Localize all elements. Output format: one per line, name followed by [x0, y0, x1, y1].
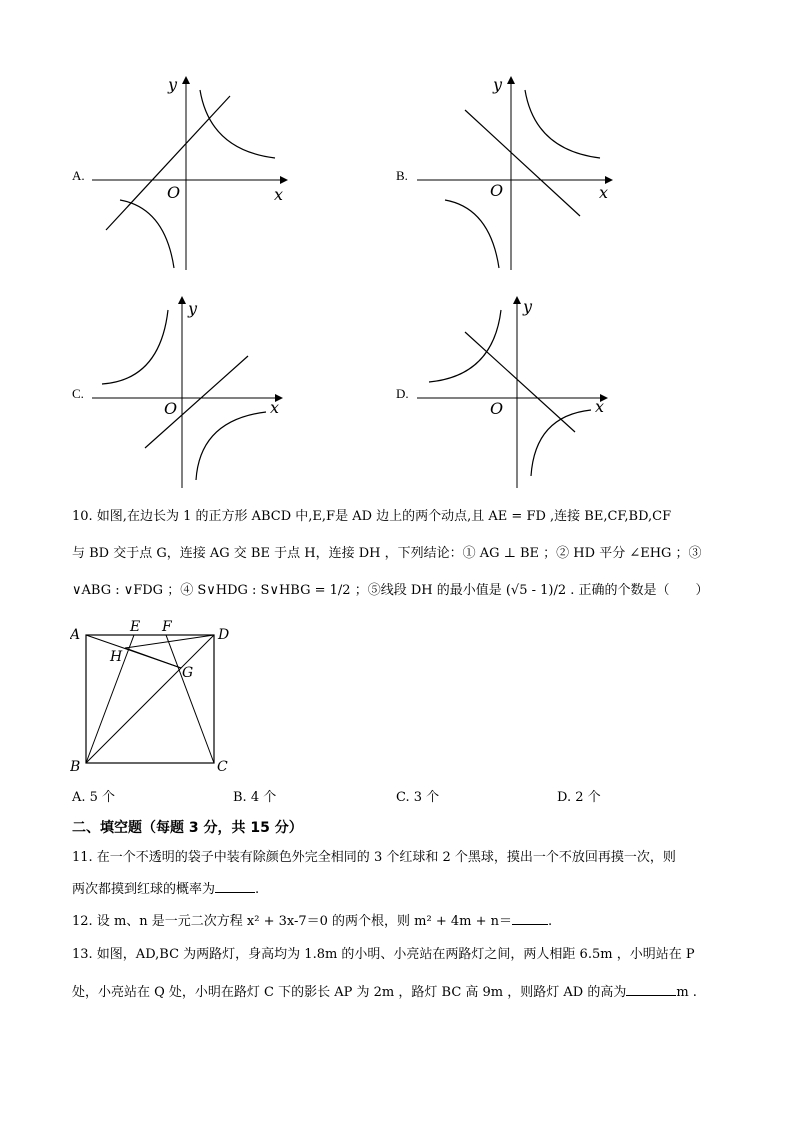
point-g-label: G — [182, 665, 194, 681]
q10-line-2: 与 BD 交于点 G，连接 AG 交 BE 于点 H，连接 DH ，下列结论：① AG ⊥ BE ；② HD 平分 ∠EHG ；③ — [72, 546, 702, 561]
square-figure — [70, 615, 240, 780]
x-axis-label: x — [270, 398, 280, 417]
section-title: 二、填空题（每题 3 分，共 15 分） — [72, 820, 303, 836]
q11-line-1: 11. 在一个不透明的袋子中装有除颜色外完全相同的 3 个红球和 2 个黑球，摸出一个不放回再摸一次，则 — [72, 850, 676, 865]
origin-label: O — [490, 399, 504, 418]
point-a-label: A — [70, 627, 81, 643]
point-b-label: B — [70, 759, 81, 775]
q10-line-3: ∨ABG : ∨FDG ；④ S∨HDG : S∨HBG = 1/2 ；⑤线段 DH 的最小值是 (√5 - 1)/2 . 正确的个数是（ ） — [72, 583, 709, 598]
graph-option-d — [395, 290, 625, 500]
choice-a: A. 5 个 — [72, 790, 116, 805]
q11-line-2-text: 两次都摸到红球的概率为 — [72, 882, 216, 897]
option-d-label: D. — [396, 386, 409, 401]
option-c-label: C. — [72, 386, 84, 401]
q13-line-1: 13. 如图，AD,BC 为两路灯，身高均为 1.8m 的小明、小亮站在两路灯之间，两人相距 6.5m ，小明站在 P — [72, 947, 695, 962]
point-e-label: E — [130, 619, 141, 635]
y-axis-label: y — [523, 297, 533, 316]
option-a-label: A. — [72, 168, 85, 183]
q13-line-2 — [72, 983, 732, 1002]
option-b-label: B. — [396, 168, 408, 183]
point-f-label: F — [162, 619, 172, 635]
choice-c: C. 3 个 — [396, 790, 440, 805]
q13-unit: m . — [676, 985, 697, 1000]
point-d-label: D — [218, 627, 230, 643]
graph-option-c — [70, 290, 300, 500]
answer-blank[interactable] — [512, 912, 548, 925]
q12-period: . — [548, 914, 553, 929]
point-c-label: C — [217, 759, 228, 775]
y-axis-label: y — [168, 75, 178, 94]
q13-line-2-text: 处，小亮站在 Q 处，小明在路灯 C 下的影长 AP 为 2m ，路灯 BC 高 9m ，则路灯 AD 的高为 — [72, 985, 627, 1000]
q12-line — [72, 912, 732, 931]
point-h-label: H — [110, 649, 123, 665]
graph-option-b — [395, 70, 625, 280]
graph-option-a — [70, 70, 300, 280]
x-axis-label: x — [274, 185, 284, 204]
choice-d: D. 2 个 — [557, 790, 601, 805]
q10-line-1: 10. 如图,在边长为 1 的正方形 ABCD 中,E,F是 AD 边上的两个动点,且 AE = FD ,连接 BE,CF,BD,CF — [72, 509, 672, 524]
q11-period: . — [255, 882, 260, 897]
answer-blank[interactable] — [215, 880, 255, 893]
q11-line-2 — [72, 880, 732, 899]
y-axis-label: y — [493, 75, 503, 94]
answer-blank[interactable] — [626, 983, 676, 996]
y-axis-label: y — [188, 299, 198, 318]
q12-text: 12. 设 m、n 是一元二次方程 x² + 3x-7＝0 的两个根，则 m² + 4m + n＝ — [72, 914, 513, 929]
x-axis-label: x — [599, 183, 609, 202]
choice-b: B. 4 个 — [233, 790, 277, 805]
origin-label: O — [167, 183, 181, 202]
origin-label: O — [490, 181, 504, 200]
x-axis-label: x — [595, 397, 605, 416]
origin-label: O — [164, 399, 178, 418]
